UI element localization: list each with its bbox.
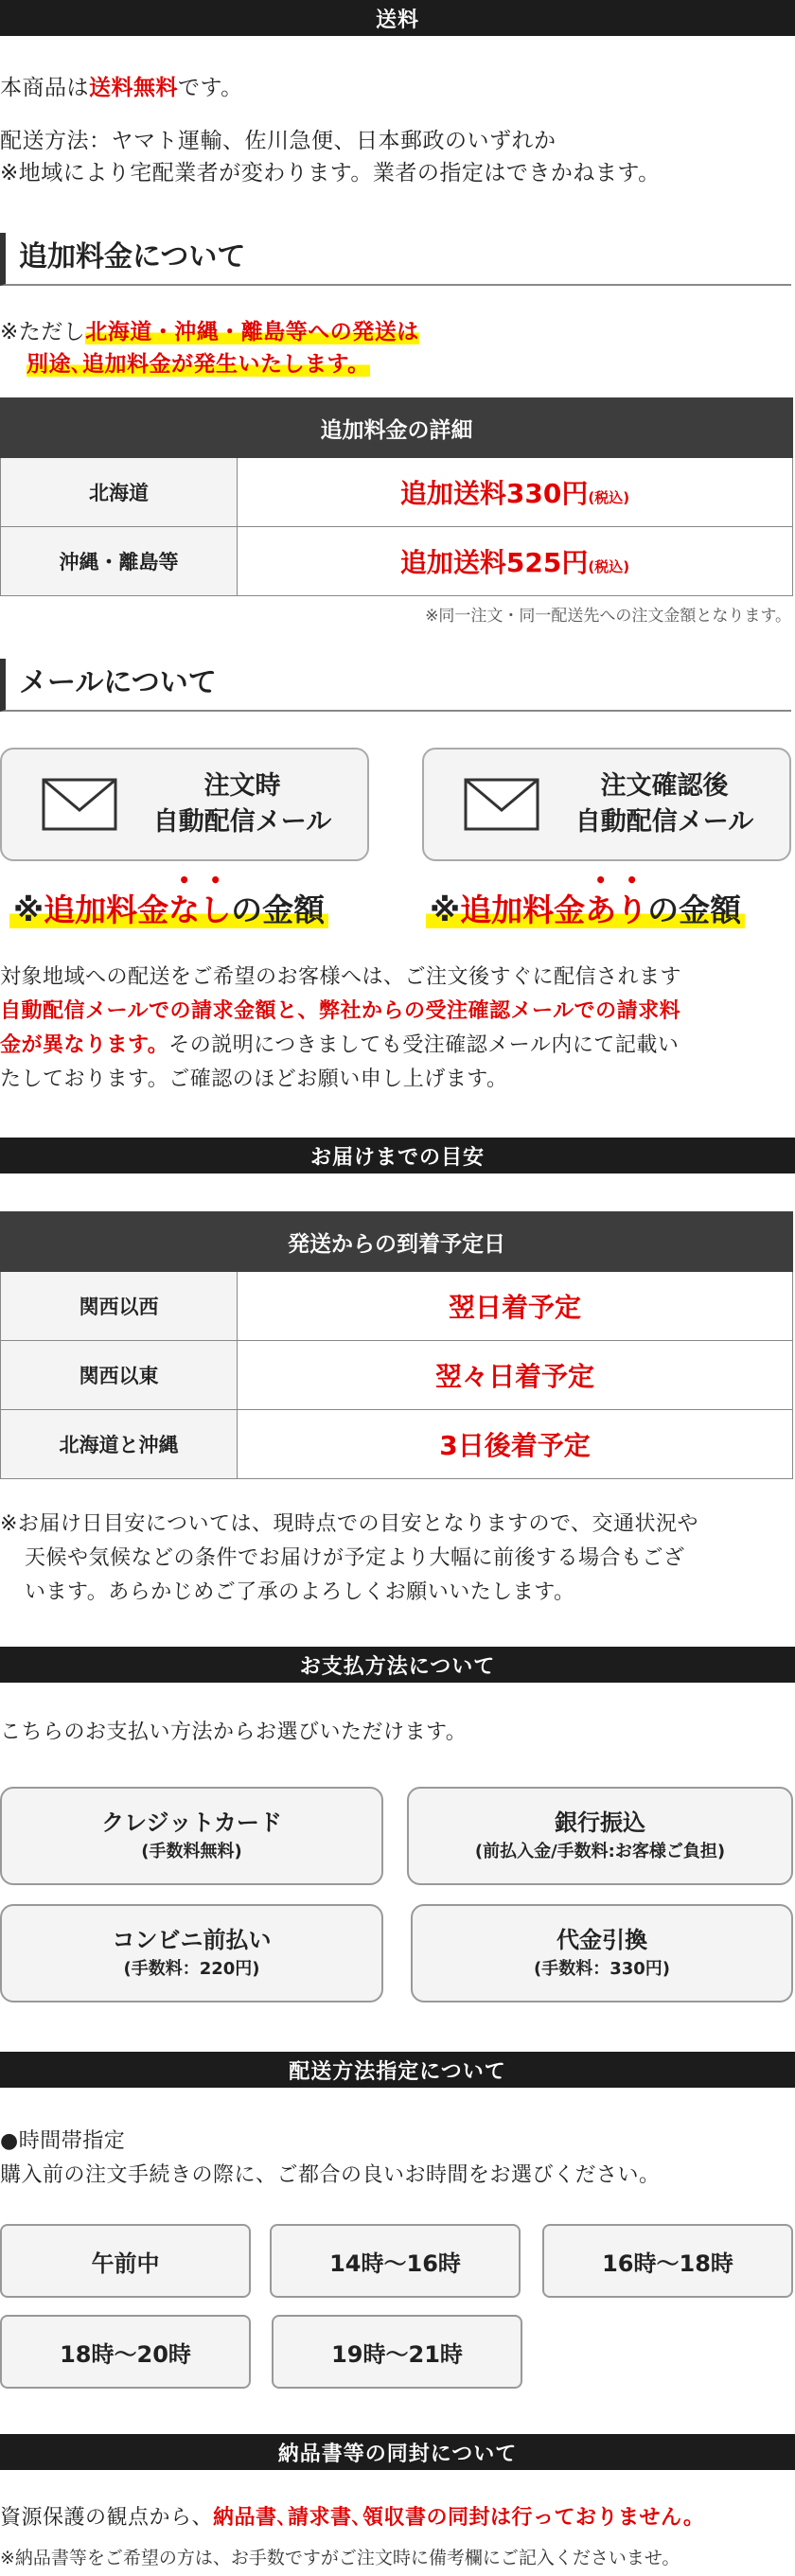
region-cell: 北海道と沖縄	[1, 1410, 238, 1479]
payment-credit-card[interactable]: クレジットカード (手数料無料)	[0, 1787, 383, 1885]
mail-heading: メールについて	[0, 659, 791, 712]
table-row	[1, 458, 793, 527]
region-cell: 北海道	[1, 458, 238, 527]
timeslot-19-21[interactable]: 19時～21時	[272, 2315, 522, 2389]
eta-cell: 3日後着予定	[238, 1410, 793, 1479]
delivery-note-line3: います。あらかじめご了承のよろしくお願いいたします。	[25, 1580, 575, 1604]
carrier-note: ※地域により宅配業者が変わります。業者の指定はできかねます。	[0, 161, 661, 185]
payment-cash-on-delivery[interactable]: 代金引換 (手数料：330円)	[411, 1904, 793, 2003]
timeslot-bar	[0, 2052, 795, 2088]
region-cell: 沖縄・離島等	[1, 527, 238, 596]
additional-fee-heading: 追加料金について	[0, 233, 791, 286]
delivery-table	[0, 1211, 793, 1479]
payment-convenience-store[interactable]: コンビニ前払い (手数料：220円)	[0, 1904, 383, 2003]
region-cell: 関西以西	[1, 1272, 238, 1341]
additional-fee-table	[0, 397, 793, 596]
additional-note-line1: ※ただし北海道・沖縄・離島等への発送は	[0, 320, 419, 344]
timeslot-16-18[interactable]: 16時～18時	[542, 2224, 793, 2298]
delivery-bar	[0, 1138, 795, 1173]
shipping-methods: 配送方法：ヤマト運輸、佐川急便、日本郵政のいずれか	[0, 129, 556, 153]
free-shipping-text: 本商品は送料無料です。	[0, 76, 243, 100]
mail-para-line1: 対象地域への配送をご希望のお客様へは、ご注文後すぐに配信されます	[0, 965, 682, 989]
payment-intro: こちらのお支払い方法からお選びいただけます。	[0, 1720, 468, 1744]
invoice-line: 資源保護の観点から、納品書､請求書､領収書の同封は行っておりません。	[0, 2506, 705, 2530]
table-row	[1, 1341, 793, 1410]
timeslot-14-16[interactable]: 14時～16時	[270, 2224, 521, 2298]
table-row	[1, 527, 793, 596]
envelope-icon	[464, 778, 539, 831]
mail-para-line2: 自動配信メールでの請求金額と、弊社からの受注確認メールでの請求料	[0, 999, 681, 1023]
with-extra-fee-note: ※追加料金ありの金額	[426, 886, 745, 930]
timeslot-morning[interactable]: 午前中	[0, 2224, 251, 2298]
payment-bank-transfer[interactable]: 銀行振込 (前払入金/手数料:お客様ご負担)	[407, 1787, 793, 1885]
additional-fee-table-header: 追加料金の詳細	[1, 398, 793, 458]
invoice-bar	[0, 2434, 795, 2470]
delivery-note-line1: ※お届け日目安については、現時点での目安となりますので、交通状況や	[0, 1512, 699, 1536]
table-row	[1, 1272, 793, 1341]
mail-para-line4: たしております。ご確認のほどお願い申し上げます。	[0, 1067, 508, 1091]
additional-note-line2: 別途､追加料金が発生いたします。	[26, 352, 370, 377]
mail-para-line3: 金が異なります。その説明につきましても受注確認メール内にて記載い	[0, 1033, 680, 1057]
additional-footnote: ※同一注文・同一配送先への注文金額となります。	[425, 607, 791, 626]
fee-cell: 追加送料330円(税込)	[238, 458, 793, 527]
envelope-icon	[42, 778, 117, 831]
timeslot-label: ●時間帯指定	[0, 2129, 126, 2153]
delivery-table-header: 発送からの到着予定日	[1, 1212, 793, 1272]
no-extra-fee-note: ※追加料金なしの金額	[9, 886, 328, 930]
shipping-bar-title: 送料	[375, 8, 419, 32]
order-mail-box	[0, 748, 369, 861]
confirm-mail-label: 注文確認後 自動配信メール	[574, 771, 754, 837]
delivery-bar-title: お届けまでの目安	[309, 1145, 485, 1170]
timeslot-bar-title: 配送方法指定について	[289, 2059, 506, 2084]
fee-cell: 追加送料525円(税込)	[238, 527, 793, 596]
invoice-note: ※納品書等をご希望の方は、お手数ですがご注文時に備考欄にご記入くださいませ。	[0, 2548, 680, 2568]
timeslot-18-20[interactable]: 18時～20時	[0, 2315, 251, 2389]
confirm-mail-box	[422, 748, 791, 861]
table-row	[1, 1410, 793, 1479]
invoice-bar-title: 納品書等の同封について	[277, 2442, 518, 2466]
eta-cell: 翌日着予定	[238, 1272, 793, 1341]
timeslot-desc: 購入前の注文手続きの際に、ご都合の良いお時間をお選びください。	[0, 2163, 661, 2187]
payment-bar-title: お支払方法について	[299, 1654, 496, 1679]
delivery-note-line2: 天候や気候などの条件でお届けが予定より大幅に前後する場合もござ	[25, 1546, 685, 1570]
order-mail-label: 注文時 自動配信メール	[152, 771, 332, 837]
shipping-bar	[0, 0, 795, 36]
region-cell: 関西以東	[1, 1341, 238, 1410]
eta-cell: 翌々日着予定	[238, 1341, 793, 1410]
payment-bar	[0, 1647, 795, 1683]
